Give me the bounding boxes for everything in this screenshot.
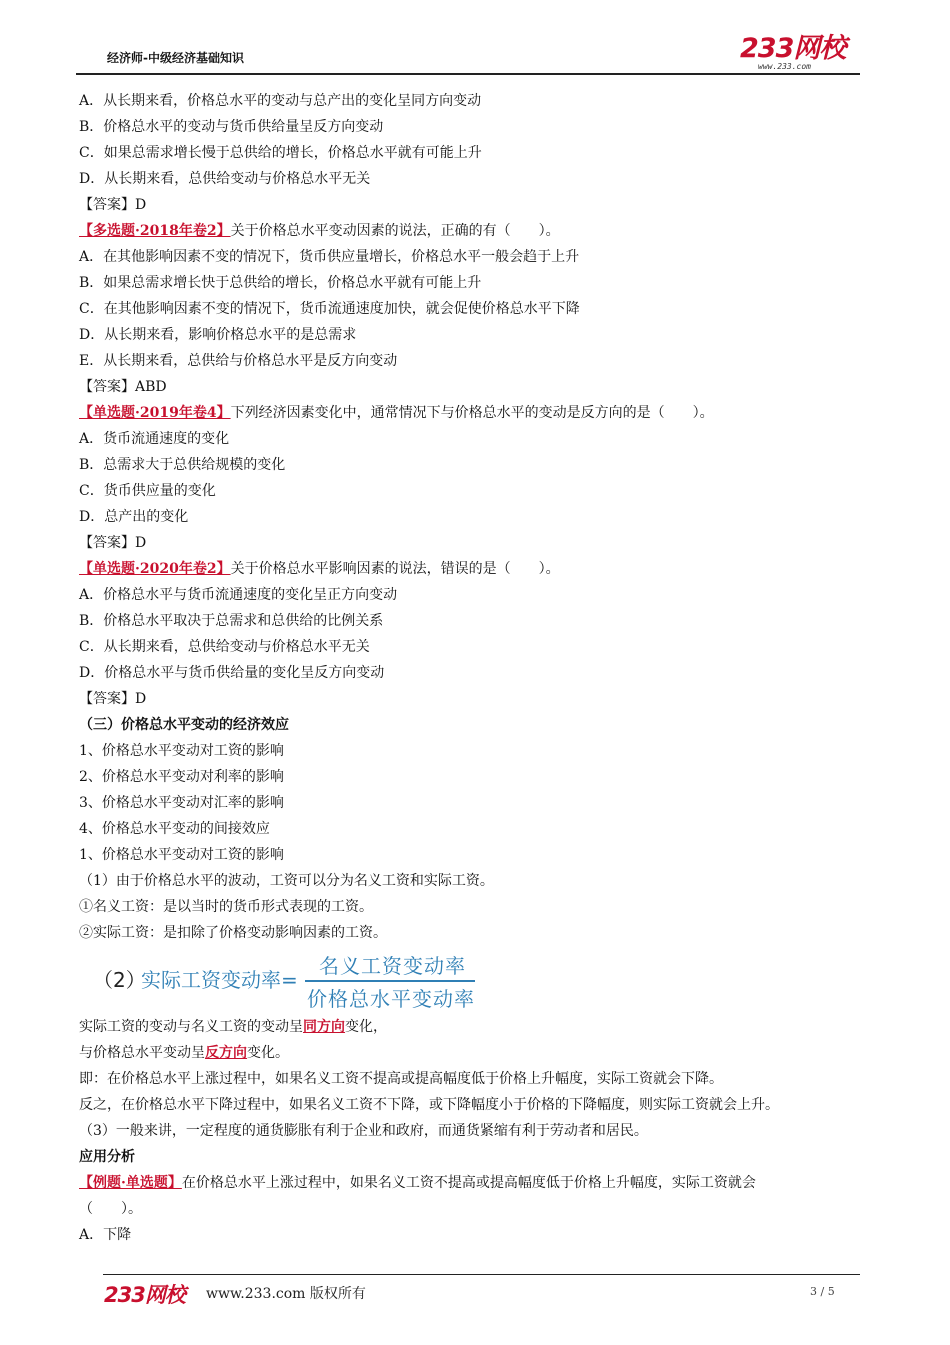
option-line: D．从长期来看，影响价格总水平的是总需求: [79, 327, 357, 343]
page-number: 3 / 5: [810, 1285, 835, 1298]
formula-numerator: 名义工资变动率: [319, 954, 466, 978]
question-line: [79, 556, 869, 582]
header-title: 经济师-中级经济基础知识: [107, 51, 244, 65]
question-line: [79, 400, 869, 426]
option-line: B．总需求大于总供给规模的变化: [79, 457, 286, 473]
question-text: 关于价格总水平影响因素的说法，错误的是（ ）。: [230, 561, 560, 577]
emphasis-text: 同方向: [303, 1019, 345, 1035]
section-item: 1、价格总水平变动对工资的影响: [79, 743, 284, 759]
answer-line: 【答案】D: [79, 691, 147, 707]
option-line: A．货币流通速度的变化: [79, 431, 230, 447]
question-text: 下列经济因素变化中，通常情况下与价格总水平的变动是反方向的是（ ）。: [230, 405, 714, 421]
option-line: D．总产出的变化: [79, 509, 189, 525]
wage-formula: [79, 950, 869, 1014]
question-continuation: （ ）。: [79, 1201, 142, 1217]
document-body: [79, 88, 869, 1248]
section-item: 1、价格总水平变动对工资的影响: [79, 847, 284, 863]
option-line: B．价格总水平取决于总需求和总供给的比例关系: [79, 613, 384, 629]
section-heading: （三）价格总水平变动的经济效应: [79, 717, 289, 733]
option-line: E．从长期来看，总供给与价格总水平是反方向变动: [79, 353, 398, 369]
answer-line: 【答案】ABD: [79, 379, 167, 395]
text-run: 变化。: [247, 1045, 289, 1061]
option-line: D．从长期来看，总供给变动与价格总水平无关: [79, 171, 371, 187]
paragraph-line: [79, 1014, 869, 1040]
question-tag: 【例题·单选题】: [79, 1175, 182, 1191]
paragraph-line: [79, 1040, 869, 1066]
text-run: 与价格总水平变动呈: [79, 1045, 205, 1061]
option-line: C．如果总需求增长慢于总供给的增长，价格总水平就有可能上升: [79, 145, 482, 161]
answer-line: 【答案】D: [79, 535, 147, 551]
question-text: 在价格总水平上涨过程中，如果名义工资不提高或提高幅度低于价格上升幅度，实际工资就会: [181, 1175, 756, 1191]
option-line: B．如果总需求增长快于总供给的增长，价格总水平就有可能上升: [79, 275, 482, 291]
paragraph-line: 反之，在价格总水平下降过程中，如果名义工资不下降，或下降幅度小于价格的下降幅度，则实际工资就会上升。: [79, 1097, 779, 1113]
text-run: 实际工资的变动与名义工资的变动呈: [79, 1019, 303, 1035]
emphasis-text: 反方向: [205, 1045, 247, 1061]
paragraph-line: ②实际工资：是扣除了价格变动影响因素的工资。: [79, 925, 387, 941]
formula-lhs: 实际工资变动率=: [141, 968, 298, 992]
section-item: 2、价格总水平变动对利率的影响: [79, 769, 284, 785]
question-line: [79, 218, 869, 244]
option-line: A．从长期来看，价格总水平的变动与总产出的变化呈同方向变动: [79, 93, 482, 109]
formula-number: （2）: [93, 968, 146, 992]
paragraph-line: （3）一般来讲，一定程度的通货膨胀有利于企业和政府，而通货紧缩有利于劳动者和居民。: [79, 1123, 648, 1139]
fraction-bar: [305, 980, 475, 982]
option-line: C．货币供应量的变化: [79, 483, 216, 499]
text-run: 变化，: [345, 1019, 387, 1035]
question-tag: 【单选题·2020年卷2】: [79, 561, 231, 577]
paragraph-line: （1）由于价格总水平的波动，工资可以分为名义工资和实际工资。: [79, 873, 494, 889]
paragraph-line: 即：在价格总水平上涨过程中，如果名义工资不提高或提高幅度低于价格上升幅度，实际工资就会下降。: [79, 1071, 723, 1087]
option-line: A．在其他影响因素不变的情况下，货币供应量增长，价格总水平一般会趋于上升: [79, 249, 580, 265]
section-heading: 应用分析: [79, 1149, 135, 1165]
question-tag: 【单选题·2019年卷4】: [79, 405, 231, 421]
option-line: C．在其他影响因素不变的情况下，货币流通速度加快，就会促使价格总水平下降: [79, 301, 580, 317]
brand-logo: [740, 34, 858, 74]
option-line: A．价格总水平与货币流通速度的变化呈正方向变动: [79, 587, 398, 603]
question-text: 关于价格总水平变动因素的说法，正确的有（ ）。: [230, 223, 560, 239]
footer-logo: 233网校: [104, 1283, 185, 1307]
option-line: B．价格总水平的变动与货币供给量呈反方向变动: [79, 119, 384, 135]
option-line: D．价格总水平与货币供给量的变化呈反方向变动: [79, 665, 385, 681]
option-line: C．从长期来看，总供给变动与价格总水平无关: [79, 639, 370, 655]
option-line: A．下降: [79, 1227, 132, 1243]
footer-copyright: www.233.com 版权所有: [206, 1286, 366, 1302]
footer-divider: [103, 1274, 860, 1275]
logo-text: 233网校: [740, 33, 846, 64]
question-line: [79, 1170, 869, 1196]
paragraph-line: ①名义工资：是以当时的货币形式表现的工资。: [79, 899, 373, 915]
question-tag: 【多选题·2018年卷2】: [79, 223, 231, 239]
answer-line: 【答案】D: [79, 197, 147, 213]
section-item: 4、价格总水平变动的间接效应: [79, 821, 270, 837]
formula-denominator: 价格总水平变动率: [307, 987, 475, 1011]
section-item: 3、价格总水平变动对汇率的影响: [79, 795, 284, 811]
logo-url: www.233.com: [758, 62, 811, 71]
header-divider: [76, 73, 860, 75]
